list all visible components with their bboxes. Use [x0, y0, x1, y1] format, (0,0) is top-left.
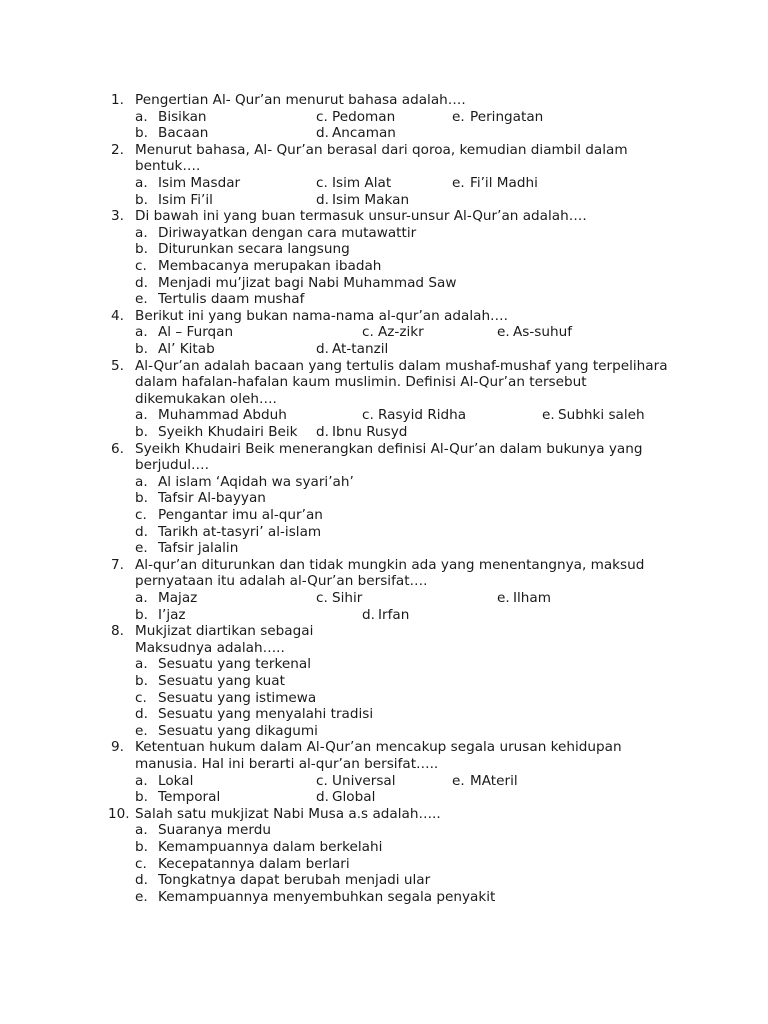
option-row: [0, 192, 768, 209]
question-number: 1.: [111, 92, 124, 108]
option-text: Al’ Kitab: [158, 341, 215, 357]
option-text: Al islam ‘Aqidah wa syari’ah’: [158, 473, 354, 490]
option-text: As-suhuf: [513, 324, 573, 341]
question-text: Syeikh Khudairi Beik menerangkan definisi Al-Qur’an dalam bukunya yang: [135, 440, 643, 457]
question-text: Al-qur’an diturunkan dan tidak mungkin ada yang menentangnya, maksud: [135, 556, 645, 573]
option-row: [0, 524, 768, 541]
option-row: [0, 225, 768, 242]
option-letter: d.: [135, 274, 148, 291]
option-text: Pedoman: [332, 108, 396, 125]
option-letter: b.: [135, 490, 148, 507]
option-text: Al – Furqan: [158, 324, 234, 341]
option-letter: a.: [135, 772, 148, 789]
option-text: Az-zikr: [378, 324, 424, 341]
option-row: [0, 590, 768, 607]
question-line: [0, 756, 768, 773]
option-row: [0, 656, 768, 673]
question-line: [0, 358, 768, 375]
question-text: manusia. Hal ini berarti al-qur’an bersifat…..: [135, 756, 439, 772]
option-letter: e.: [135, 888, 148, 905]
option-text: Universal: [332, 772, 396, 789]
option-text: MAteril: [470, 772, 518, 789]
option-letter: b.: [135, 241, 148, 258]
option-letter: b.: [135, 789, 148, 806]
option-text: Suaranya merdu: [158, 822, 272, 839]
question-number: 2.: [111, 141, 124, 158]
option-text: Majaz: [158, 590, 198, 606]
option-text: Sesuatu yang menyalahi tradisi: [158, 706, 374, 723]
option-letter: a.: [135, 407, 148, 424]
question-number: 8.: [111, 623, 124, 640]
option-letter: b.: [135, 839, 148, 855]
option-text: Lokal: [158, 772, 194, 789]
option-row: [0, 673, 768, 690]
option-letter: a.: [135, 822, 148, 839]
option-text: Bisikan: [158, 108, 207, 125]
option-text: Sihir: [332, 590, 363, 606]
option-text: Tafsir Al-bayyan: [158, 490, 266, 507]
option-letter: c.: [135, 507, 147, 523]
question-text: Salah satu mukjizat Nabi Musa a.s adalah…..: [135, 805, 441, 822]
question-line: [0, 308, 768, 325]
option-text: Ibnu Rusyd: [332, 424, 408, 440]
question-number: 7.: [111, 556, 124, 573]
option-text: Fi’il Madhi: [470, 175, 538, 191]
option-letter: d.: [135, 872, 148, 889]
question-line: [0, 391, 768, 408]
question-line: [0, 623, 768, 640]
option-text: Ilham: [513, 590, 551, 606]
option-row: [0, 175, 768, 192]
option-row: [0, 474, 768, 491]
option-text: Sesuatu yang kuat: [158, 673, 285, 689]
question-line: [0, 441, 768, 458]
option-letter: c.: [316, 175, 328, 191]
option-letter: d.: [316, 191, 329, 208]
option-text: Rasyid Ridha: [378, 407, 467, 424]
option-letter: d.: [316, 424, 329, 440]
option-letter: b.: [135, 191, 148, 208]
question-text: pernyataan itu adalah al-Qur’an bersifat….: [135, 573, 428, 590]
option-letter: c.: [316, 772, 328, 789]
option-letter: b.: [135, 125, 148, 142]
question-text: Ketentuan hukum dalam Al-Qur’an mencakup segala urusan kehidupan: [135, 739, 622, 756]
option-row: [0, 275, 768, 292]
question-text: Berikut ini yang bukan nama-nama al-qur’an adalah….: [135, 307, 508, 324]
option-letter: a.: [135, 224, 148, 241]
question-text: Al-Qur’an adalah bacaan yang tertulis dalam mushaf-mushaf yang terpelihara: [135, 357, 668, 374]
question-text: Menurut bahasa, Al- Qur’an berasal dari qoroa, kemudian diambil dalam: [135, 141, 628, 158]
question-number: 6.: [111, 440, 124, 457]
option-text: Isim Fi’il: [158, 191, 213, 208]
option-letter: d.: [362, 606, 375, 623]
option-letter: c.: [135, 689, 147, 706]
option-row: [0, 490, 768, 507]
option-letter: c.: [362, 407, 374, 424]
option-text: Syeikh Khudairi Beik: [158, 424, 298, 440]
option-text: Ancaman: [332, 125, 396, 142]
option-row: [0, 291, 768, 308]
option-letter: e.: [135, 291, 148, 308]
option-text: Tongkatnya dapat berubah menjadi ular: [158, 872, 431, 889]
option-letter: b.: [135, 341, 148, 357]
option-text: Tertulis daam mushaf: [158, 291, 305, 308]
option-letter: d.: [316, 789, 329, 806]
option-row: [0, 241, 768, 258]
option-letter: a.: [135, 175, 148, 191]
option-letter: d.: [135, 523, 148, 540]
option-row: [0, 789, 768, 806]
option-letter: a.: [135, 590, 148, 606]
option-letter: a.: [135, 473, 148, 490]
option-row: [0, 690, 768, 707]
question-line: [0, 92, 768, 109]
question-line: [0, 573, 768, 590]
question-text: bentuk….: [135, 158, 201, 175]
option-text: Isim Alat: [332, 175, 392, 191]
question-text: dalam hafalan-hafalan kaum muslimin. Definisi Al-Qur’an tersebut: [135, 374, 587, 391]
option-letter: d.: [135, 706, 148, 723]
question-line: [0, 374, 768, 391]
question-text: Di bawah ini yang buan termasuk unsur-unsur Al-Qur’an adalah….: [135, 208, 587, 225]
option-text: Irfan: [378, 606, 410, 623]
option-row: [0, 407, 768, 424]
option-text: Pengantar imu al-qur’an: [158, 507, 323, 523]
option-letter: e.: [452, 772, 465, 789]
option-letter: b.: [135, 424, 148, 440]
option-letter: e.: [452, 108, 465, 125]
option-text: Temporal: [158, 789, 221, 806]
option-text: Sesuatu yang terkenal: [158, 656, 311, 673]
option-row: [0, 822, 768, 839]
option-text: Isim Masdar: [158, 175, 241, 191]
option-letter: e.: [135, 722, 148, 739]
option-row: [0, 723, 768, 740]
option-text: I’jaz: [158, 606, 186, 623]
option-row: [0, 324, 768, 341]
option-letter: b.: [135, 673, 148, 689]
question-text: Maksudnya adalah…..: [135, 639, 285, 656]
option-letter: e.: [497, 590, 510, 606]
option-letter: a.: [135, 656, 148, 673]
option-text: Muhammad Abduh: [158, 407, 287, 424]
option-row: [0, 607, 768, 624]
option-row: [0, 839, 768, 856]
option-letter: c.: [316, 108, 328, 125]
option-text: Sesuatu yang dikagumi: [158, 722, 318, 739]
option-row: [0, 424, 768, 441]
question-text: Mukjizat diartikan sebagai: [135, 623, 314, 640]
option-letter: c.: [135, 258, 147, 274]
question-line: [0, 158, 768, 175]
question-text: berjudul….: [135, 457, 209, 474]
question-line: [0, 457, 768, 474]
question-number: 10.: [108, 805, 130, 822]
option-row: [0, 507, 768, 524]
question-line: [0, 557, 768, 574]
question-line: [0, 208, 768, 225]
question-number: 5.: [111, 357, 124, 374]
option-text: Kecepatannya dalam berlari: [158, 855, 350, 872]
option-letter: c.: [316, 590, 328, 606]
option-text: Tarikh at-tasyri’ al-islam: [158, 523, 322, 540]
question-line: [0, 739, 768, 756]
option-row: [0, 856, 768, 873]
option-row: [0, 773, 768, 790]
option-text: Sesuatu yang istimewa: [158, 689, 317, 706]
option-letter: c.: [135, 855, 147, 872]
option-letter: a.: [135, 324, 148, 341]
option-row: [0, 540, 768, 557]
option-letter: e.: [542, 407, 555, 424]
option-row: [0, 341, 768, 358]
option-letter: a.: [135, 108, 148, 125]
option-text: Global: [332, 789, 376, 806]
option-row: [0, 109, 768, 126]
option-row: [0, 125, 768, 142]
option-row: [0, 258, 768, 275]
option-letter: b.: [135, 606, 148, 623]
option-text: At-tanzil: [332, 341, 389, 357]
question-number: 3.: [111, 208, 124, 225]
option-row: [0, 889, 768, 906]
option-text: Diturunkan secara langsung: [158, 241, 350, 258]
option-letter: d.: [316, 341, 329, 357]
question-line: [0, 806, 768, 823]
option-row: [0, 872, 768, 889]
option-text: Membacanya merupakan ibadah: [158, 258, 382, 274]
option-text: Subhki saleh: [558, 407, 645, 424]
option-text: Peringatan: [470, 108, 544, 125]
question-number: 4.: [111, 307, 124, 324]
option-letter: c.: [362, 324, 374, 341]
option-letter: e.: [497, 324, 510, 341]
option-text: Kemampuannya dalam berkelahi: [158, 839, 383, 855]
option-letter: e.: [135, 540, 148, 557]
option-text: Isim Makan: [332, 191, 410, 208]
option-text: Bacaan: [158, 125, 209, 142]
question-line: [0, 640, 768, 657]
option-text: Kemampuannya menyembuhkan segala penyakit: [158, 888, 496, 905]
option-letter: d.: [316, 125, 329, 142]
question-text: Pengertian Al- Qur’an menurut bahasa adalah….: [135, 92, 466, 108]
option-row: [0, 706, 768, 723]
option-text: Menjadi mu’jizat bagi Nabi Muhammad Saw: [158, 274, 457, 291]
option-text: Tafsir jalalin: [158, 540, 239, 557]
option-text: Diriwayatkan dengan cara mutawattir: [158, 224, 417, 241]
option-letter: e.: [452, 175, 465, 191]
question-text: dikemukakan oleh….: [135, 390, 277, 407]
question-number: 9.: [111, 739, 124, 756]
question-line: [0, 142, 768, 159]
